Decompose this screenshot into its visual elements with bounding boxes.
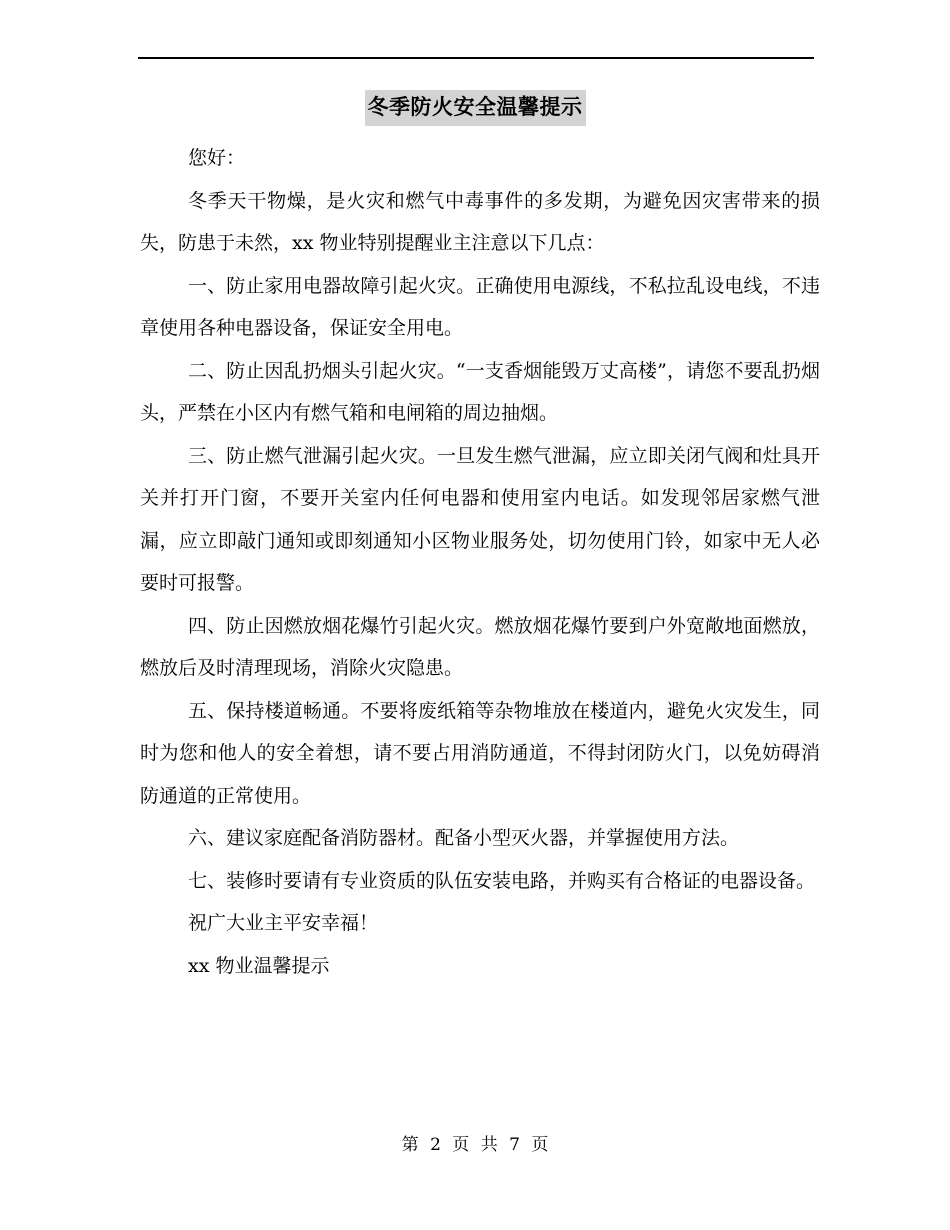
document-title: 冬季防火安全温馨提示 — [365, 90, 586, 126]
tip-2-paragraph: 二、防止因乱扔烟头引起火灾。“一支香烟能毁万丈高楼”，请您不要乱扔烟头，严禁在小区内有燃气箱和电闸箱的周边抽烟。 — [140, 359, 820, 424]
closing-wish: 祝广大业主平安幸福！ — [188, 912, 379, 934]
greeting: 您好： — [188, 147, 246, 169]
tip-3-paragraph: 三、防止燃气泄漏引起火灾。一旦发生燃气泄漏，应立即关闭气阀和灶具开关并打开门窗，不要开关室内任何电器和使用室内电话。如发现邻居家燃气泄漏，应立即敲门通知或即刻通知小区物业服务处，切勿使用门铃，如家中无人必要时可报警。 — [140, 444, 820, 594]
document-body — [140, 137, 820, 987]
tip-1-paragraph: 一、防止家用电器故障引起火灾。正确使用电源线，不私拉乱设电线，不违章使用各种电器设备，保证安全用电。 — [140, 274, 820, 339]
intro-paragraph: 冬季天干物燥，是火灾和燃气中毒事件的多发期，为避免因灾害带来的损失，防患于未然，xx 物业特别提醒业主注意以下几点： — [140, 189, 820, 254]
tip-4-paragraph: 四、防止因燃放烟花爆竹引起火灾。燃放烟花爆竹要到户外宽敞地面燃放，燃放后及时清理现场，消除火灾隐患。 — [140, 614, 820, 679]
header-rule — [138, 57, 814, 59]
title-container — [0, 90, 950, 126]
tip-6-paragraph: 六、建议家庭配备消防器材。配备小型灭火器，并掌握使用方法。 — [188, 827, 740, 849]
tip-5-paragraph: 五、保持楼道畅通。不要将废纸箱等杂物堆放在楼道内，避免火灾发生，同时为您和他人的安全着想，请不要占用消防通道，不得封闭防火门，以免妨碍消防通道的正常使用。 — [140, 699, 820, 807]
page-number-footer: 第 2 页 共 7 页 — [401, 1135, 549, 1155]
tip-7-paragraph: 七、装修时要请有专业资质的队伍安装电路，并购买有合格证的电器设备。 — [188, 869, 816, 892]
signature: xx 物业温馨提示 — [188, 954, 330, 977]
